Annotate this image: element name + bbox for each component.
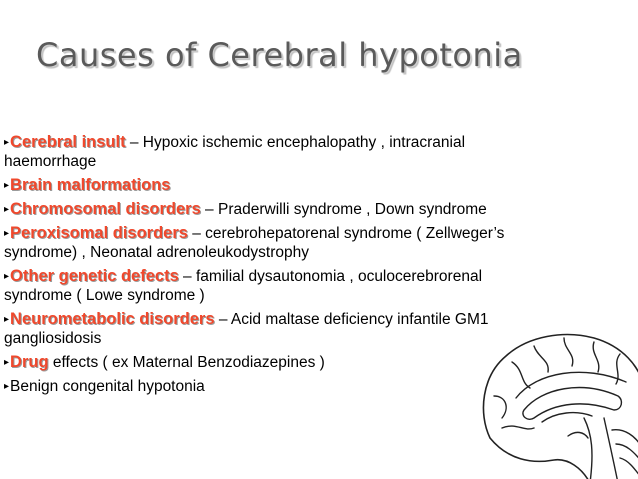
bullet-icon: ▸	[4, 271, 10, 282]
item-desc: – Acid maltase deficiency infantile GM1 gangliosidosis	[4, 311, 489, 347]
item-desc: – Praderwilli syndrome , Down syndrome	[200, 201, 487, 218]
bullet-icon: ▸	[4, 228, 10, 239]
item-desc: – cerebrohepatorenal syndrome ( Zellweger’s syndrome) , Neonatal adrenoleukodystrophy	[4, 225, 505, 261]
list-item	[4, 133, 524, 171]
item-desc: – Hypoxic ischemic encephalopathy , intracranial haemorrhage	[4, 134, 466, 170]
item-desc: Benign congenital hypotonia	[10, 378, 205, 395]
slide-title: Causes of Cerebral hypotonia	[36, 36, 523, 74]
item-desc: – familial dysautonomia , oculocerebrorenal syndrome ( Lowe syndrome )	[4, 268, 483, 304]
item-term: Peroxisomal disorders	[10, 224, 188, 242]
bullet-icon: ▸	[4, 180, 10, 191]
list-item	[4, 377, 524, 396]
bullet-icon: ▸	[4, 137, 10, 148]
item-term: Other genetic defects	[10, 267, 179, 285]
list-item	[4, 267, 524, 305]
list-item	[4, 310, 524, 348]
item-term: Neurometabolic disorders	[10, 310, 215, 328]
title-divider	[28, 88, 618, 90]
item-term: Drug	[10, 353, 49, 371]
brain-icon	[472, 318, 638, 479]
list-item	[4, 353, 524, 372]
list-item	[4, 224, 524, 262]
item-desc: effects ( ex Maternal Benzodiazepines )	[48, 354, 325, 371]
item-term: Chromosomal disorders	[10, 200, 201, 218]
bullet-icon: ▸	[4, 357, 10, 368]
item-term: Cerebral insult	[10, 133, 126, 151]
bullet-list	[4, 133, 524, 401]
list-item	[4, 200, 524, 219]
bullet-icon: ▸	[4, 314, 10, 325]
bullet-icon: ▸	[4, 204, 10, 215]
list-item	[4, 176, 524, 195]
item-term: Brain malformations	[10, 176, 171, 194]
bullet-icon: ▸	[4, 381, 10, 392]
